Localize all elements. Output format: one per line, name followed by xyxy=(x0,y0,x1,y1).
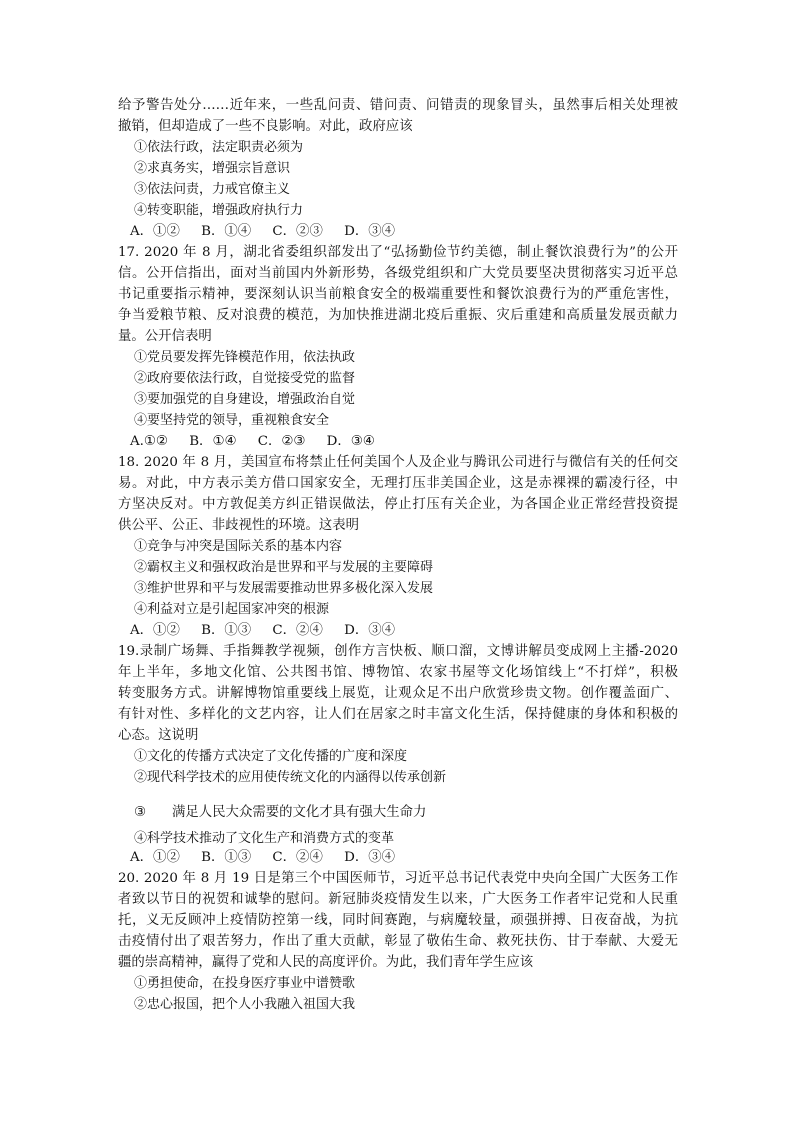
q16-option-1: ①依法行政，法定职责必须为 xyxy=(134,140,304,155)
q19-line-4: 有针对性、多样化的文艺内容，让人们在居家之时丰富文化生活，保持健康的身体和积极的 xyxy=(118,707,678,722)
q17-option-3: ③要加强党的自身建设，增强政治自觉 xyxy=(134,392,356,407)
q19-line-5: 心态。这说明 xyxy=(118,728,199,743)
q17-line-2: 信。公开信指出，面对当前国内外新形势，各级党组织和广大党员要坚决贯彻落实习近平总 xyxy=(118,266,678,281)
q19-answer-choices: A．①② B．①③ C．②④ D．③④ xyxy=(130,850,396,865)
q20-line-5: 疆的崇高精神，赢得了党和人民的高度评价。为此，我们青年学生应该 xyxy=(118,955,534,970)
q19-line-2: 年上半年，多地文化馆、公共图书馆、博物馆、农家书屋等文化场馆线上“不打烊”，积极 xyxy=(118,665,678,680)
q17-line-1: 17. 2020 年 8 月，湖北省委组织部发出了“弘扬勤俭节约美德，制止餐饮浪费行为”的公开 xyxy=(118,245,678,260)
q17-line-4: 争当爱粮节粮、反对浪费的模范，为加快推进湖北疫后重振、灾后重建和高质量发展贡献力 xyxy=(118,308,678,323)
q19-option-3-text: 满足人民大众需要的文化才具有强大生命力 xyxy=(172,805,427,820)
q18-option-4: ④利益对立是引起国家冲突的根源 xyxy=(134,602,330,617)
q19-option-2: ②现代科学技术的应用使传统文化的内涵得以传承创新 xyxy=(134,770,447,785)
q17-line-3: 书记重要指示精神，要深刻认识当前粮食安全的极端重要性和餐饮浪费行为的严重危害性， xyxy=(118,287,678,302)
q16-option-2: ②求真务实，增强宗旨意识 xyxy=(134,161,291,176)
q17-option-2: ②政府要依法行政，自觉接受党的监督 xyxy=(134,371,356,386)
q17-line-5: 量。公开信表明 xyxy=(118,329,212,344)
q16-option-3: ③依法问责，力戒官僚主义 xyxy=(134,182,291,197)
q19-option-4: ④科学技术推动了文化生产和消费方式的变革 xyxy=(134,831,395,846)
q16-answer-choices: A．①② B．①④ C．②③ D．③④ xyxy=(130,224,396,239)
q20-line-1: 20. 2020 年 8 月 19 日是第三个中国医师节，习近平总书记代表党中央向全国广大医务工作 xyxy=(118,871,678,886)
q18-option-1: ①竞争与冲突是国际关系的基本内容 xyxy=(134,539,343,554)
q16-line-1: 给予警告处分……近年来，一些乱问责、错问责、问错责的现象冒头，虽然事后相关处理被 xyxy=(118,98,678,113)
q18-option-2: ②霸权主义和强权政治是世界和平与发展的主要障碍 xyxy=(134,560,434,575)
q19-option-3 xyxy=(134,803,426,823)
q16-line-2: 撤销，但却造成了一些不良影响。对此，政府应该 xyxy=(118,119,413,134)
q17-option-4: ④要坚持党的领导，重视粮食安全 xyxy=(134,413,330,428)
q18-line-3: 方坚决反对。中方敦促美方纠正错误做法，停止打压有关企业，为各国企业正常经营投资提 xyxy=(118,497,678,512)
q18-line-4: 供公平、公正、非歧视性的环境。这表明 xyxy=(118,518,360,533)
q18-line-1: 18. 2020 年 8 月，美国宣布将禁止任何美国个人及企业与腾讯公司进行与微信有关的任何交 xyxy=(118,455,678,470)
q19-option-3-number: ③ xyxy=(134,805,147,820)
q16-option-4: ④转变职能，增强政府执行力 xyxy=(134,203,304,218)
q18-answer-choices: A．①② B．①③ C．②④ D．③④ xyxy=(130,623,396,638)
q19-option-1: ①文化的传播方式决定了文化传播的广度和深度 xyxy=(134,749,408,764)
q17-answer-choices: A.①② B．①④ C．②③ D．③④ xyxy=(130,434,375,449)
q18-line-2: 易。对此，中方表示美方借口国家安全，无理打压非美国企业，这是赤裸裸的霸凌行径，中 xyxy=(118,476,678,491)
q20-option-2: ②忠心报国，把个人小我融入祖国大我 xyxy=(134,997,356,1012)
q17-option-1: ①党员要发挥先锋模范作用，依法执政 xyxy=(134,350,356,365)
q20-line-3: 托，义无反顾冲上疫情防控第一线，同时间赛跑，与病魔较量，顽强拼搏、日夜奋战，为抗 xyxy=(118,913,678,928)
q20-line-2: 者致以节日的祝贺和诚挚的慰问。新冠肺炎疫情发生以来，广大医务工作者牢记党和人民重 xyxy=(118,892,678,907)
q20-line-4: 击疫情付出了艰苦努力，作出了重大贡献，彰显了敬佑生命、救死扶伤、甘于奉献、大爱无 xyxy=(118,934,678,949)
q19-line-1: 19.录制广场舞、手指舞教学视频，创作方言快板、顺口溜，文博讲解员变成网上主播-2020 xyxy=(118,644,678,659)
q18-option-3: ③维护世界和平与发展需要推动世界多极化深入发展 xyxy=(134,581,434,596)
q19-line-3: 转变服务方式。讲解博物馆重要线上展览，让观众足不出户欣赏珍贵文物。创作覆盖面广、 xyxy=(118,686,678,701)
q20-option-1: ①勇担使命，在投身医疗事业中谱赞歌 xyxy=(134,976,356,991)
